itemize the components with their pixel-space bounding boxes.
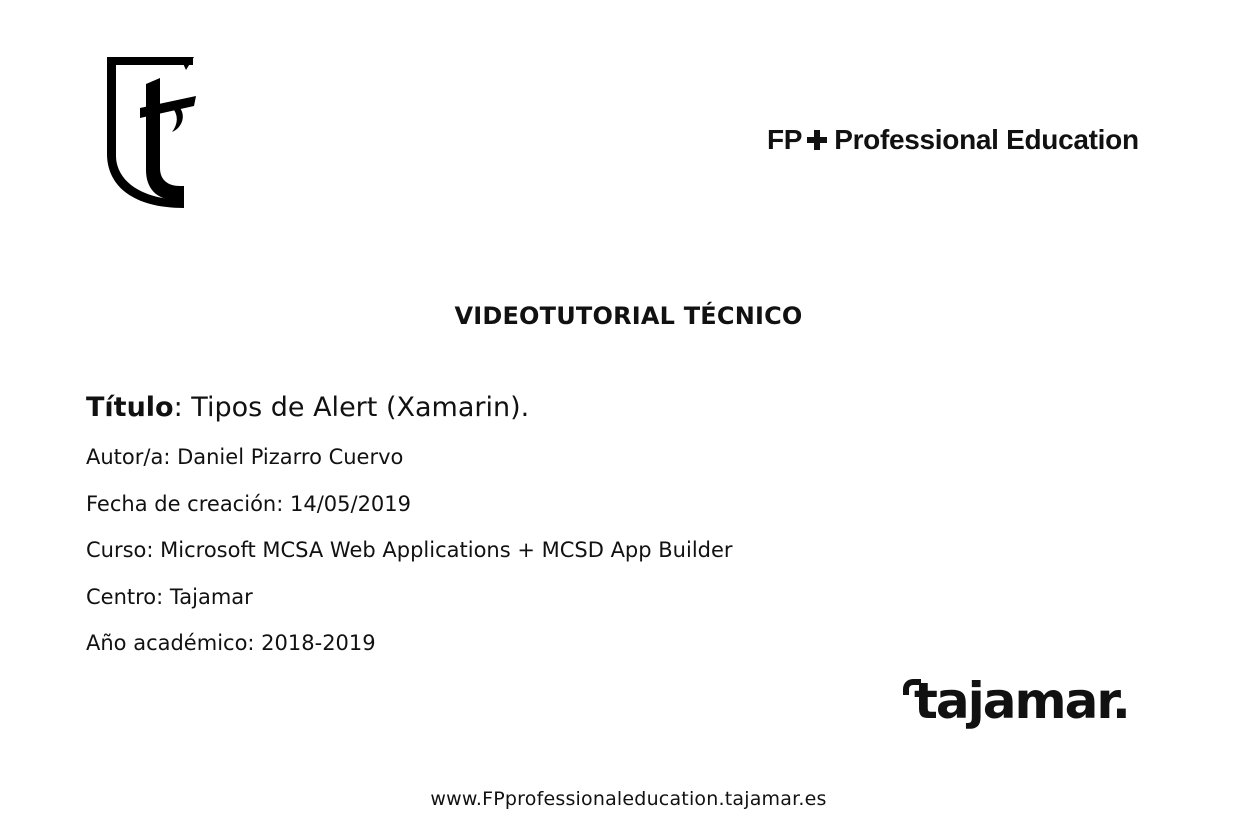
footer-url: www.FPprofessionaleducation.tajamar.es bbox=[430, 788, 827, 810]
tajamar-emblem-icon bbox=[104, 56, 200, 210]
course-row: Curso: Microsoft MCSA Web Applications + MCSD App Builder bbox=[86, 538, 733, 562]
title-label: Título bbox=[86, 392, 174, 423]
fp-professional-education-brand bbox=[767, 120, 1139, 160]
center-row: Centro: Tajamar bbox=[86, 584, 253, 609]
plus-icon bbox=[806, 129, 828, 151]
document-fields bbox=[86, 388, 986, 675]
brand-name: Professional Education bbox=[834, 124, 1139, 155]
tajamar-logo bbox=[903, 670, 1129, 732]
page-title: VIDEOTUTORIAL TÉCNICO bbox=[454, 302, 803, 330]
brand-prefix: FP bbox=[767, 124, 803, 155]
title-value: : Tipos de Alert (Xamarin). bbox=[173, 392, 530, 423]
title-row bbox=[86, 388, 986, 428]
academic-year-row: Año académico: 2018-2019 bbox=[86, 631, 376, 655]
tajamar-logo-text: tajamar. bbox=[914, 672, 1129, 730]
creation-date-row: Fecha de creación: 14/05/2019 bbox=[86, 491, 412, 516]
author-row: Autor/a: Daniel Pizarro Cuervo bbox=[86, 445, 404, 469]
tajamar-hook-icon bbox=[903, 679, 921, 695]
